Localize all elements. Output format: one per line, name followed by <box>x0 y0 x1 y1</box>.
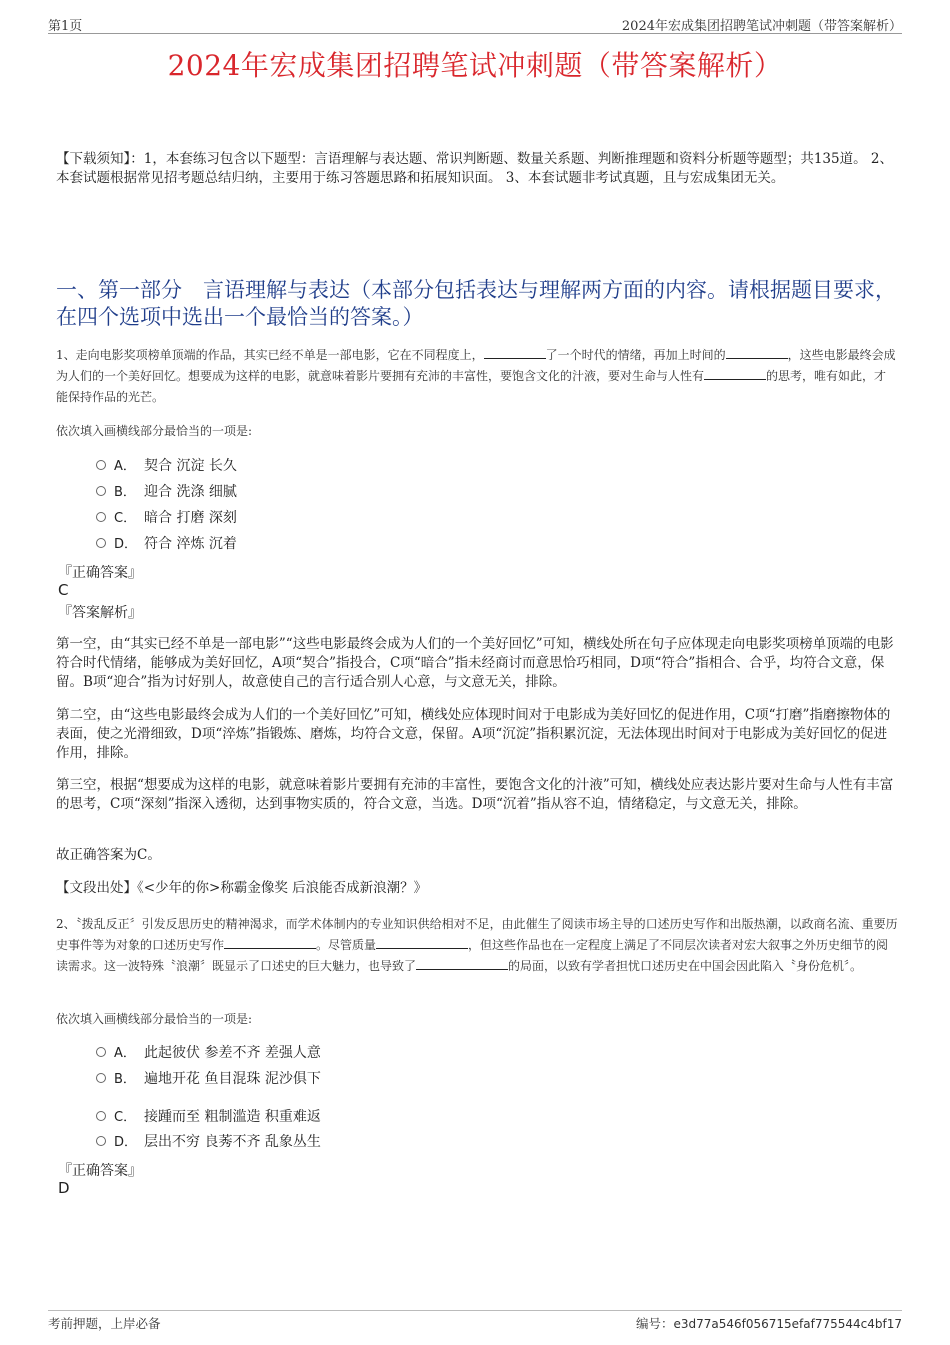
q1-analysis-paragraph: 第二空，由“这些电影最终会成为人们的一个美好回忆”可知，横线处应体现时间对于电影成为美好回忆的促进作用，C项“打磨”指磨擦物体的表面，使之光滑细致，D项“淬炼”指锻炼、磨炼，均符合文意，保留。A项“沉淀”指积累沉淀，无法体现出时间对于电影成为美好回忆的促进作用，排除。 <box>56 707 891 761</box>
fill-blank <box>224 936 316 949</box>
footer-slogan: 考前押题，上岸必备 <box>48 1316 161 1331</box>
radio-icon[interactable] <box>96 1111 106 1121</box>
option-text: 迎合 洗涤 细腻 <box>144 484 237 500</box>
q1-analysis-label: 『答案解析』 <box>58 605 142 621</box>
q2-text-part: ，但这些作品也在一定程度上满足了不同层次读者对宏大叙事之外历史细节的阅读需求。这一波特殊〝浪潮〞既显示了口述史的巨大魅力，也导致了 <box>56 938 889 973</box>
q1-text-part: 的思考，唯有如此，才能保持作品的光芒。 <box>56 369 887 404</box>
footer-divider <box>48 1310 902 1311</box>
q2-answer: D <box>58 1179 70 1197</box>
q1-option-d[interactable] <box>96 534 237 555</box>
option-letter: A． <box>114 1046 136 1061</box>
option-text: 接踵而至 粗制滥造 积重难返 <box>144 1109 321 1125</box>
radio-icon[interactable] <box>96 538 106 548</box>
fill-blank <box>416 957 508 970</box>
section-heading: 一、第一部分 言语理解与表达（本部分包括表达与理解两方面的内容。请根据题目要求，在四个选项中选出一个最恰当的答案。） <box>56 278 896 329</box>
option-letter: B． <box>114 1072 136 1087</box>
q1-text-part: 1、走向电影奖项榜单顶端的作品，其实已经不单是一部电影，它在不同程度上， <box>56 348 484 362</box>
q1-answer: C <box>58 581 69 599</box>
q2-answer-label: 『正确答案』 <box>58 1163 142 1179</box>
page-title: 2024年宏成集团招聘笔试冲刺题（带答案解析） <box>167 49 783 82</box>
page-number: 第1页 <box>48 19 83 34</box>
question-2-text <box>56 914 898 977</box>
question-1-text <box>56 345 898 408</box>
q2-text-part: 2、〝拨乱反正〞引发反思历史的精神渴求，而学术体制内的专业知识供给相对不足，由此催生了阅读市场主导的口述历史写作和出版热潮，以政商名流、重要历史事件等为对象的口述历史写作 <box>56 917 898 952</box>
q1-text-part: ，这些电影最终会成为人们的一个美好回忆。想要成为这样的电影，就意味着影片要拥有充沛的丰富性，要饱含文化的汁液，要对生命与人性有 <box>56 348 896 383</box>
option-letter: A． <box>114 459 136 474</box>
q1-answer-label: 『正确答案』 <box>58 565 142 581</box>
radio-icon[interactable] <box>96 1073 106 1083</box>
q2-text-part: 。尽管质量 <box>316 938 377 952</box>
option-letter: D． <box>114 1135 138 1150</box>
option-text: 遍地开花 鱼目混珠 泥沙俱下 <box>144 1071 321 1087</box>
header-divider <box>48 33 902 34</box>
q2-option-b[interactable] <box>96 1069 321 1090</box>
q2-option-c[interactable] <box>96 1107 321 1128</box>
fill-blank <box>726 346 788 359</box>
q1-analysis-paragraph: 第一空，由“其实已经不单是一部电影”“这些电影最终会成为人们的一个美好回忆”可知，横线处所在句子应体现走向电影奖项榜单顶端的电影符合时代情绪，能够成为美好回忆，A项“契合”指投合，C项“暗合”指未经商讨而意思恰巧相同，D项“符合”指相合、合乎，均符合文意，保留。B项“迎合”指为讨好别人，故意使自己的言行适合别人心意，与文意无关，排除。 <box>56 636 894 690</box>
footer-code-label: 编号： <box>635 1316 674 1331</box>
question-2-prompt: 依次填入画横线部分最恰当的一项是: <box>56 1012 253 1026</box>
radio-icon[interactable] <box>96 1047 106 1057</box>
option-letter: D． <box>114 537 138 552</box>
option-text: 此起彼伏 参差不齐 差强人意 <box>144 1045 321 1061</box>
q1-source: 【文段出处】《<少年的你>称霸金像奖 后浪能否成新浪潮？》 <box>56 880 428 896</box>
download-notice: 【下载须知】：1，本套练习包含以下题型：言语理解与表达题、常识判断题、数量关系题、判断推理题和资料分析题等题型；共135道。 2、本套试题根据常见招考题总结归纳，主要用于练习答题思路和拓展知识面。 3、本套试题非考试真题，且与宏成集团无关。 <box>56 151 893 186</box>
radio-icon[interactable] <box>96 512 106 522</box>
header-doc-title: 2024年宏成集团招聘笔试冲刺题（带答案解析） <box>621 19 902 34</box>
q2-option-a[interactable] <box>96 1043 321 1064</box>
q1-option-c[interactable] <box>96 508 237 529</box>
option-text: 符合 淬炼 沉着 <box>144 536 237 552</box>
q1-analysis-paragraph: 第三空，根据“想要成为这样的电影，就意味着影片要拥有充沛的丰富性，要饱含文化的汁液”可知，横线处应表达影片要对生命与人性有丰富的思考，C项“深刻”指深入透彻，达到事物实质的，符合文意，当选。D项“沉着”指从容不迫，情绪稳定，与文意无关，排除。 <box>56 777 894 812</box>
option-text: 契合 沉淀 长久 <box>144 458 237 474</box>
q1-option-a[interactable] <box>96 456 237 477</box>
option-text: 层出不穷 良莠不齐 乱象丛生 <box>144 1134 321 1150</box>
q1-option-b[interactable] <box>96 482 237 503</box>
radio-icon[interactable] <box>96 486 106 496</box>
fill-blank <box>376 936 468 949</box>
radio-icon[interactable] <box>96 460 106 470</box>
option-letter: C． <box>114 511 137 526</box>
fill-blank <box>704 367 766 380</box>
fill-blank <box>484 346 546 359</box>
radio-icon[interactable] <box>96 1136 106 1146</box>
q2-option-d[interactable] <box>96 1132 321 1153</box>
option-text: 暗合 打磨 深刻 <box>144 510 237 526</box>
q2-text-part: 的局面，以致有学者担忧口述历史在中国会因此陷入〝身份危机〞。 <box>508 959 863 973</box>
question-1-prompt: 依次填入画横线部分最恰当的一项是: <box>56 424 253 438</box>
q1-conclusion: 故正确答案为C。 <box>56 847 161 863</box>
footer-code <box>636 1314 902 1332</box>
q1-text-part: 了一个时代的情绪，再加上时间的 <box>545 348 726 362</box>
footer-code-value: e3d77a546f056715efaf775544c4bf17 <box>673 1317 902 1331</box>
option-letter: C． <box>114 1110 137 1125</box>
option-letter: B． <box>114 485 136 500</box>
